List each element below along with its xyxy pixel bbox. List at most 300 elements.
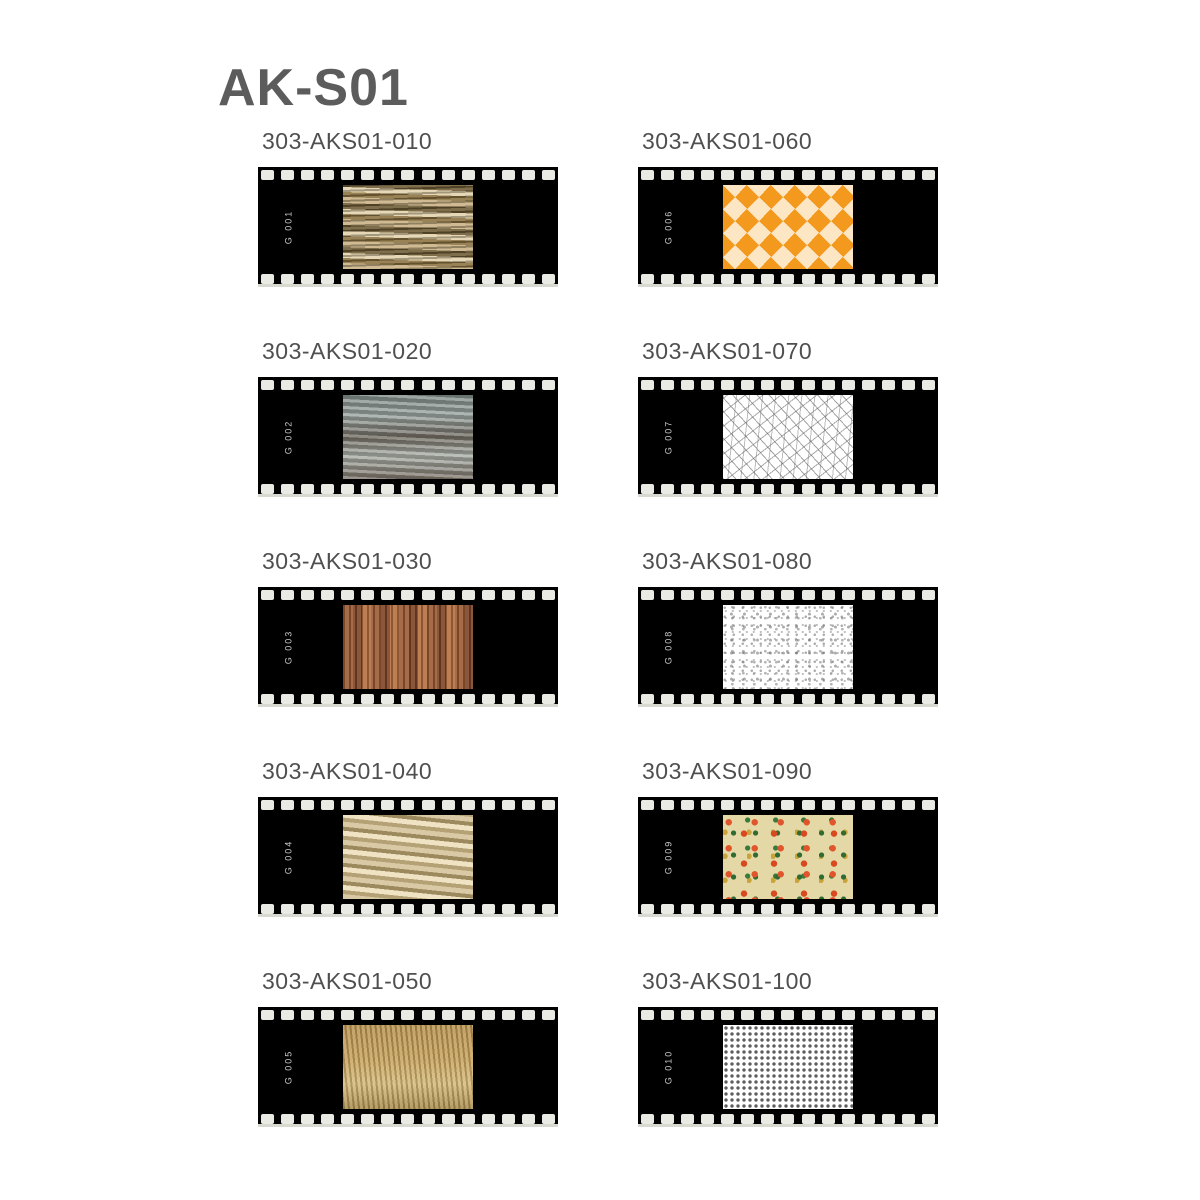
perforation [442,590,455,600]
perforation [281,380,294,390]
perforation [401,274,414,284]
perforation [542,1010,555,1020]
perforation [321,380,334,390]
perforation [862,380,875,390]
film-edge-bottom [638,704,938,707]
perforation [641,170,654,180]
perforation [661,800,674,810]
bamboo-bundle-swatch [343,185,473,269]
perforation [781,694,794,704]
perforation [842,590,855,600]
sample-cell[interactable] [258,338,568,548]
perforation [862,590,875,600]
perforation [542,484,555,494]
perforation [522,274,535,284]
perforation [822,904,835,914]
frame-code-label: G 001 [283,209,294,245]
perforation [361,274,374,284]
perforation [341,800,354,810]
perforation [281,1114,294,1124]
speckle-swatch [723,605,853,689]
film-strip [638,377,938,497]
perforation-row-top [258,167,558,183]
perforation [922,904,935,914]
perforation [381,800,394,810]
perforation [281,1010,294,1020]
perforation [522,170,535,180]
sample-cell[interactable] [638,128,948,338]
perforation [681,694,694,704]
perforation [261,170,274,180]
perforation [401,1010,414,1020]
perforation [502,694,515,704]
perforation [361,904,374,914]
perforation [741,274,754,284]
perforation-row-top [258,797,558,813]
perforation [301,274,314,284]
sample-cell[interactable] [258,758,568,968]
film-strip [638,587,938,707]
orange-diamond-swatch [723,185,853,269]
perforation [781,380,794,390]
perforation [482,170,495,180]
perforation [321,590,334,600]
thatch-swatch [343,1025,473,1109]
perforation [281,170,294,180]
swatch-texture [723,815,853,899]
halftone-dot-swatch [723,1025,853,1109]
sample-cell[interactable] [258,548,568,758]
perforation [721,800,734,810]
perforation [822,1010,835,1020]
perforation [802,694,815,704]
perforation [922,1114,935,1124]
perforation [482,590,495,600]
sample-cell[interactable] [638,758,948,968]
perforation [902,484,915,494]
perforation [401,904,414,914]
perforation [661,380,674,390]
sample-cell[interactable] [638,338,948,548]
perforation [862,274,875,284]
perforation [401,170,414,180]
perforation [822,484,835,494]
perforation [442,484,455,494]
perforation [761,1010,774,1020]
perforation [882,800,895,810]
perforation [381,274,394,284]
perforation [361,694,374,704]
perforation [721,274,734,284]
perforation [281,904,294,914]
perforation [802,170,815,180]
perforation [361,170,374,180]
perforation-row-top [258,1007,558,1023]
perforation [902,904,915,914]
perforation-row-top [638,377,938,393]
perforation [401,694,414,704]
film-edge-bottom [258,914,558,917]
perforation [641,1010,654,1020]
perforation [301,1114,314,1124]
perforation [261,904,274,914]
perforation [761,694,774,704]
film-edge-bottom [258,284,558,287]
perforation [442,800,455,810]
perforation [281,800,294,810]
perforation [661,590,674,600]
perforation [902,274,915,284]
perforation [741,380,754,390]
perforation [781,904,794,914]
film-strip [638,797,938,917]
perforation [902,380,915,390]
perforation [661,694,674,704]
perforation [902,1010,915,1020]
perforation [681,904,694,914]
perforation [862,484,875,494]
swatch-texture [343,185,473,269]
perforation [542,694,555,704]
perforation [922,694,935,704]
film-edge-bottom [258,494,558,497]
perforation [842,380,855,390]
perforation [422,904,435,914]
perforation [261,694,274,704]
perforation [822,590,835,600]
perforation [641,904,654,914]
perforation [321,274,334,284]
swatch-texture [723,185,853,269]
film-edge-bottom [638,1124,938,1127]
perforation [681,170,694,180]
perforation [301,170,314,180]
perforation [281,274,294,284]
perforation [902,590,915,600]
perforation [381,590,394,600]
perforation-row-top [638,797,938,813]
perforation [442,380,455,390]
perforation [781,274,794,284]
perforation [542,170,555,180]
film-strip [638,167,938,287]
perforation [922,590,935,600]
film-edge-bottom [638,494,938,497]
sample-code-label: 303-AKS01-060 [642,128,813,154]
perforation [862,904,875,914]
perforation [761,800,774,810]
perforation [761,904,774,914]
perforation [422,380,435,390]
perforation [502,800,515,810]
perforation [842,274,855,284]
perforation [361,1010,374,1020]
perforation [641,274,654,284]
perforation [261,484,274,494]
perforation [882,1114,895,1124]
perforation [741,484,754,494]
film-strip [258,377,558,497]
perforation [261,274,274,284]
perforation [862,1114,875,1124]
perforation [301,380,314,390]
perforation [381,170,394,180]
swatch-texture [343,605,473,689]
perforation [401,800,414,810]
perforation [522,380,535,390]
swatch-texture [723,395,853,479]
perforation [482,904,495,914]
weathered-wood-swatch [343,395,473,479]
perforation [902,694,915,704]
swatch-texture [343,815,473,899]
film-edge-bottom [258,1124,558,1127]
perforation [522,590,535,600]
sample-code-label: 303-AKS01-010 [262,128,433,154]
perforation [922,380,935,390]
perforation [681,274,694,284]
perforation [502,1114,515,1124]
frame-code-label: G 010 [663,1049,674,1085]
perforation [401,380,414,390]
perforation [522,694,535,704]
perforation [381,1010,394,1020]
swatch-texture [723,1025,853,1109]
perforation [781,1010,794,1020]
perforation [422,1010,435,1020]
perforation [882,694,895,704]
perforation [661,1010,674,1020]
perforation [401,1114,414,1124]
perforation [542,380,555,390]
perforation [381,1114,394,1124]
perforation [482,484,495,494]
perforation [442,274,455,284]
perforation [761,380,774,390]
bamboo-poles-swatch [343,815,473,899]
perforation [822,1114,835,1124]
film-strip [258,587,558,707]
perforation [442,694,455,704]
perforation [701,800,714,810]
perforation [261,1114,274,1124]
crackle-line-swatch [723,395,853,479]
perforation [862,1010,875,1020]
perforation [522,484,535,494]
perforation [502,274,515,284]
perforation [422,694,435,704]
perforation [761,170,774,180]
perforation [761,1114,774,1124]
perforation [462,484,475,494]
perforation [842,800,855,810]
perforation [822,274,835,284]
perforation [661,484,674,494]
sample-code-label: 303-AKS01-030 [262,548,433,574]
perforation [721,904,734,914]
swatch-texture [343,1025,473,1109]
sample-cell[interactable] [638,548,948,758]
perforation-row-top [638,587,938,603]
perforation [482,694,495,704]
perforation [462,170,475,180]
perforation [261,800,274,810]
perforation [381,380,394,390]
perforation [341,1114,354,1124]
perforation [882,590,895,600]
perforation [822,800,835,810]
perforation [802,1114,815,1124]
perforation [681,1114,694,1124]
sample-cell[interactable] [258,968,568,1178]
perforation [361,590,374,600]
perforation [341,1010,354,1020]
perforation [882,274,895,284]
perforation [721,590,734,600]
perforation [502,380,515,390]
perforation [701,170,714,180]
perforation [781,590,794,600]
perforation [522,1114,535,1124]
frame-code-label: G 009 [663,839,674,875]
perforation [321,904,334,914]
perforation [661,1114,674,1124]
red-plank-swatch [343,605,473,689]
perforation [462,1114,475,1124]
perforation [721,380,734,390]
sample-cell[interactable] [258,128,568,338]
frame-code-label: G 003 [283,629,294,665]
perforation [321,484,334,494]
film-strip [258,167,558,287]
sample-code-label: 303-AKS01-100 [642,968,813,994]
perforation [701,484,714,494]
perforation [741,170,754,180]
perforation [641,380,654,390]
perforation [462,694,475,704]
perforation [361,800,374,810]
film-strip [258,797,558,917]
perforation [761,274,774,284]
perforation [822,170,835,180]
perforation [502,904,515,914]
perforation [701,380,714,390]
perforation [321,800,334,810]
perforation [641,1114,654,1124]
perforation [301,484,314,494]
perforation [802,484,815,494]
perforation [882,170,895,180]
perforation [442,1010,455,1020]
film-edge-bottom [258,704,558,707]
perforation [701,1114,714,1124]
perforation [661,170,674,180]
perforation [701,904,714,914]
perforation [681,590,694,600]
perforation [701,590,714,600]
perforation [741,1114,754,1124]
perforation [842,904,855,914]
perforation [661,904,674,914]
perforation [542,904,555,914]
perforation [542,1114,555,1124]
sample-code-label: 303-AKS01-040 [262,758,433,784]
perforation [922,484,935,494]
perforation [301,800,314,810]
perforation [321,1010,334,1020]
perforation [462,274,475,284]
frame-code-label: G 007 [663,419,674,455]
perforation [761,590,774,600]
frame-code-label: G 006 [663,209,674,245]
perforation [341,274,354,284]
perforation-row-top [638,1007,938,1023]
perforation [381,904,394,914]
perforation [301,694,314,704]
perforation [802,800,815,810]
perforation [701,694,714,704]
sample-code-label: 303-AKS01-070 [642,338,813,364]
perforation [922,274,935,284]
perforation [902,1114,915,1124]
perforation [842,1010,855,1020]
perforation [462,800,475,810]
frame-code-label: G 002 [283,419,294,455]
perforation [842,1114,855,1124]
perforation-row-top [638,167,938,183]
perforation [641,694,654,704]
perforation [442,904,455,914]
perforation [502,590,515,600]
perforation [741,590,754,600]
perforation [422,1114,435,1124]
perforation [681,380,694,390]
perforation [862,170,875,180]
perforation [341,590,354,600]
film-strip [258,1007,558,1127]
perforation [422,274,435,284]
perforation [442,1114,455,1124]
perforation [681,1010,694,1020]
perforation [721,484,734,494]
perforation [882,904,895,914]
perforation [361,484,374,494]
perforation [502,1010,515,1020]
perforation [341,694,354,704]
perforation [281,484,294,494]
perforation [321,170,334,180]
sample-code-label: 303-AKS01-090 [642,758,813,784]
perforation [341,170,354,180]
perforation [681,800,694,810]
perforation [482,380,495,390]
perforation [842,694,855,704]
perforation [482,800,495,810]
perforation-row-top [258,377,558,393]
page-title: AK-S01 [218,59,409,117]
perforation [422,170,435,180]
perforation [862,694,875,704]
perforation [781,800,794,810]
perforation [761,484,774,494]
perforation [422,590,435,600]
frame-code-label: G 005 [283,1049,294,1085]
perforation [822,694,835,704]
perforation [522,1010,535,1020]
perforation [781,484,794,494]
sample-cell[interactable] [638,968,948,1178]
perforation [401,484,414,494]
